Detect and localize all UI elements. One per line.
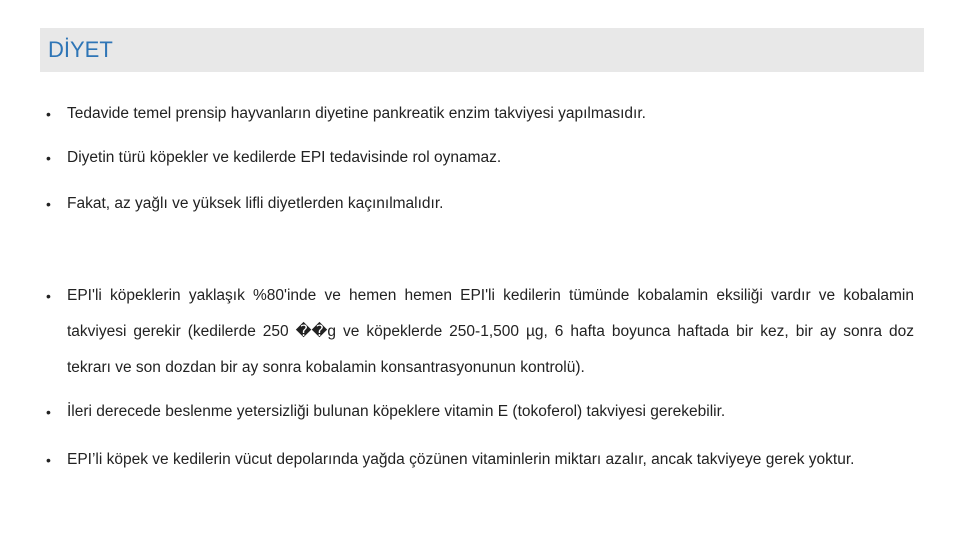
bullet-item xyxy=(46,394,914,430)
bullet-icon: • xyxy=(46,288,51,304)
bullet-icon: • xyxy=(46,196,51,212)
bullet-icon: • xyxy=(46,452,51,468)
bullet-text: EPI'li köpeklerin yaklaşık %80'inde ve hemen hemen EPI'li kedilerin tümünde kobalamin eksiliği vardır ve kobalamin takviyesi gerekir (kedilerde 250 ��g ve köpeklerde 250-1,500 µg, 6 hafta boyunca haftada bir kez, bir ay sonra doz tekrarı ve son dozdan bir ay sonra kobalamin konsantrasyonunun kontrolü). xyxy=(67,287,914,376)
bullet-item xyxy=(46,186,914,222)
bullet-icon: • xyxy=(46,404,51,420)
slide-title: DİYET xyxy=(48,37,113,62)
title-bar xyxy=(40,28,924,72)
bullet-item xyxy=(46,140,914,176)
bullet-item xyxy=(46,96,914,132)
bullet-icon: • xyxy=(46,150,51,166)
bullet-text: Diyetin türü köpekler ve kedilerde EPI tedavisinde rol oynamaz. xyxy=(67,149,502,166)
bullet-text: Fakat, az yağlı ve yüksek lifli diyetlerden kaçınılmalıdır. xyxy=(67,195,444,212)
bullet-text: Tedavide temel prensip hayvanların diyetine pankreatik enzim takviyesi yapılmasıdır. xyxy=(67,105,646,122)
bullet-item xyxy=(46,278,914,386)
bullet-text: EPI’li köpek ve kedilerin vücut depolarında yağda çözünen vitaminlerin miktarı azalır, ancak takviyeye gerek yoktur. xyxy=(67,451,855,468)
bullet-text: İleri derecede beslenme yetersizliği bulunan köpeklere vitamin E (tokoferol) takviyesi gerekebilir. xyxy=(67,403,726,420)
bullet-icon: • xyxy=(46,106,51,122)
bullet-item xyxy=(46,442,914,478)
